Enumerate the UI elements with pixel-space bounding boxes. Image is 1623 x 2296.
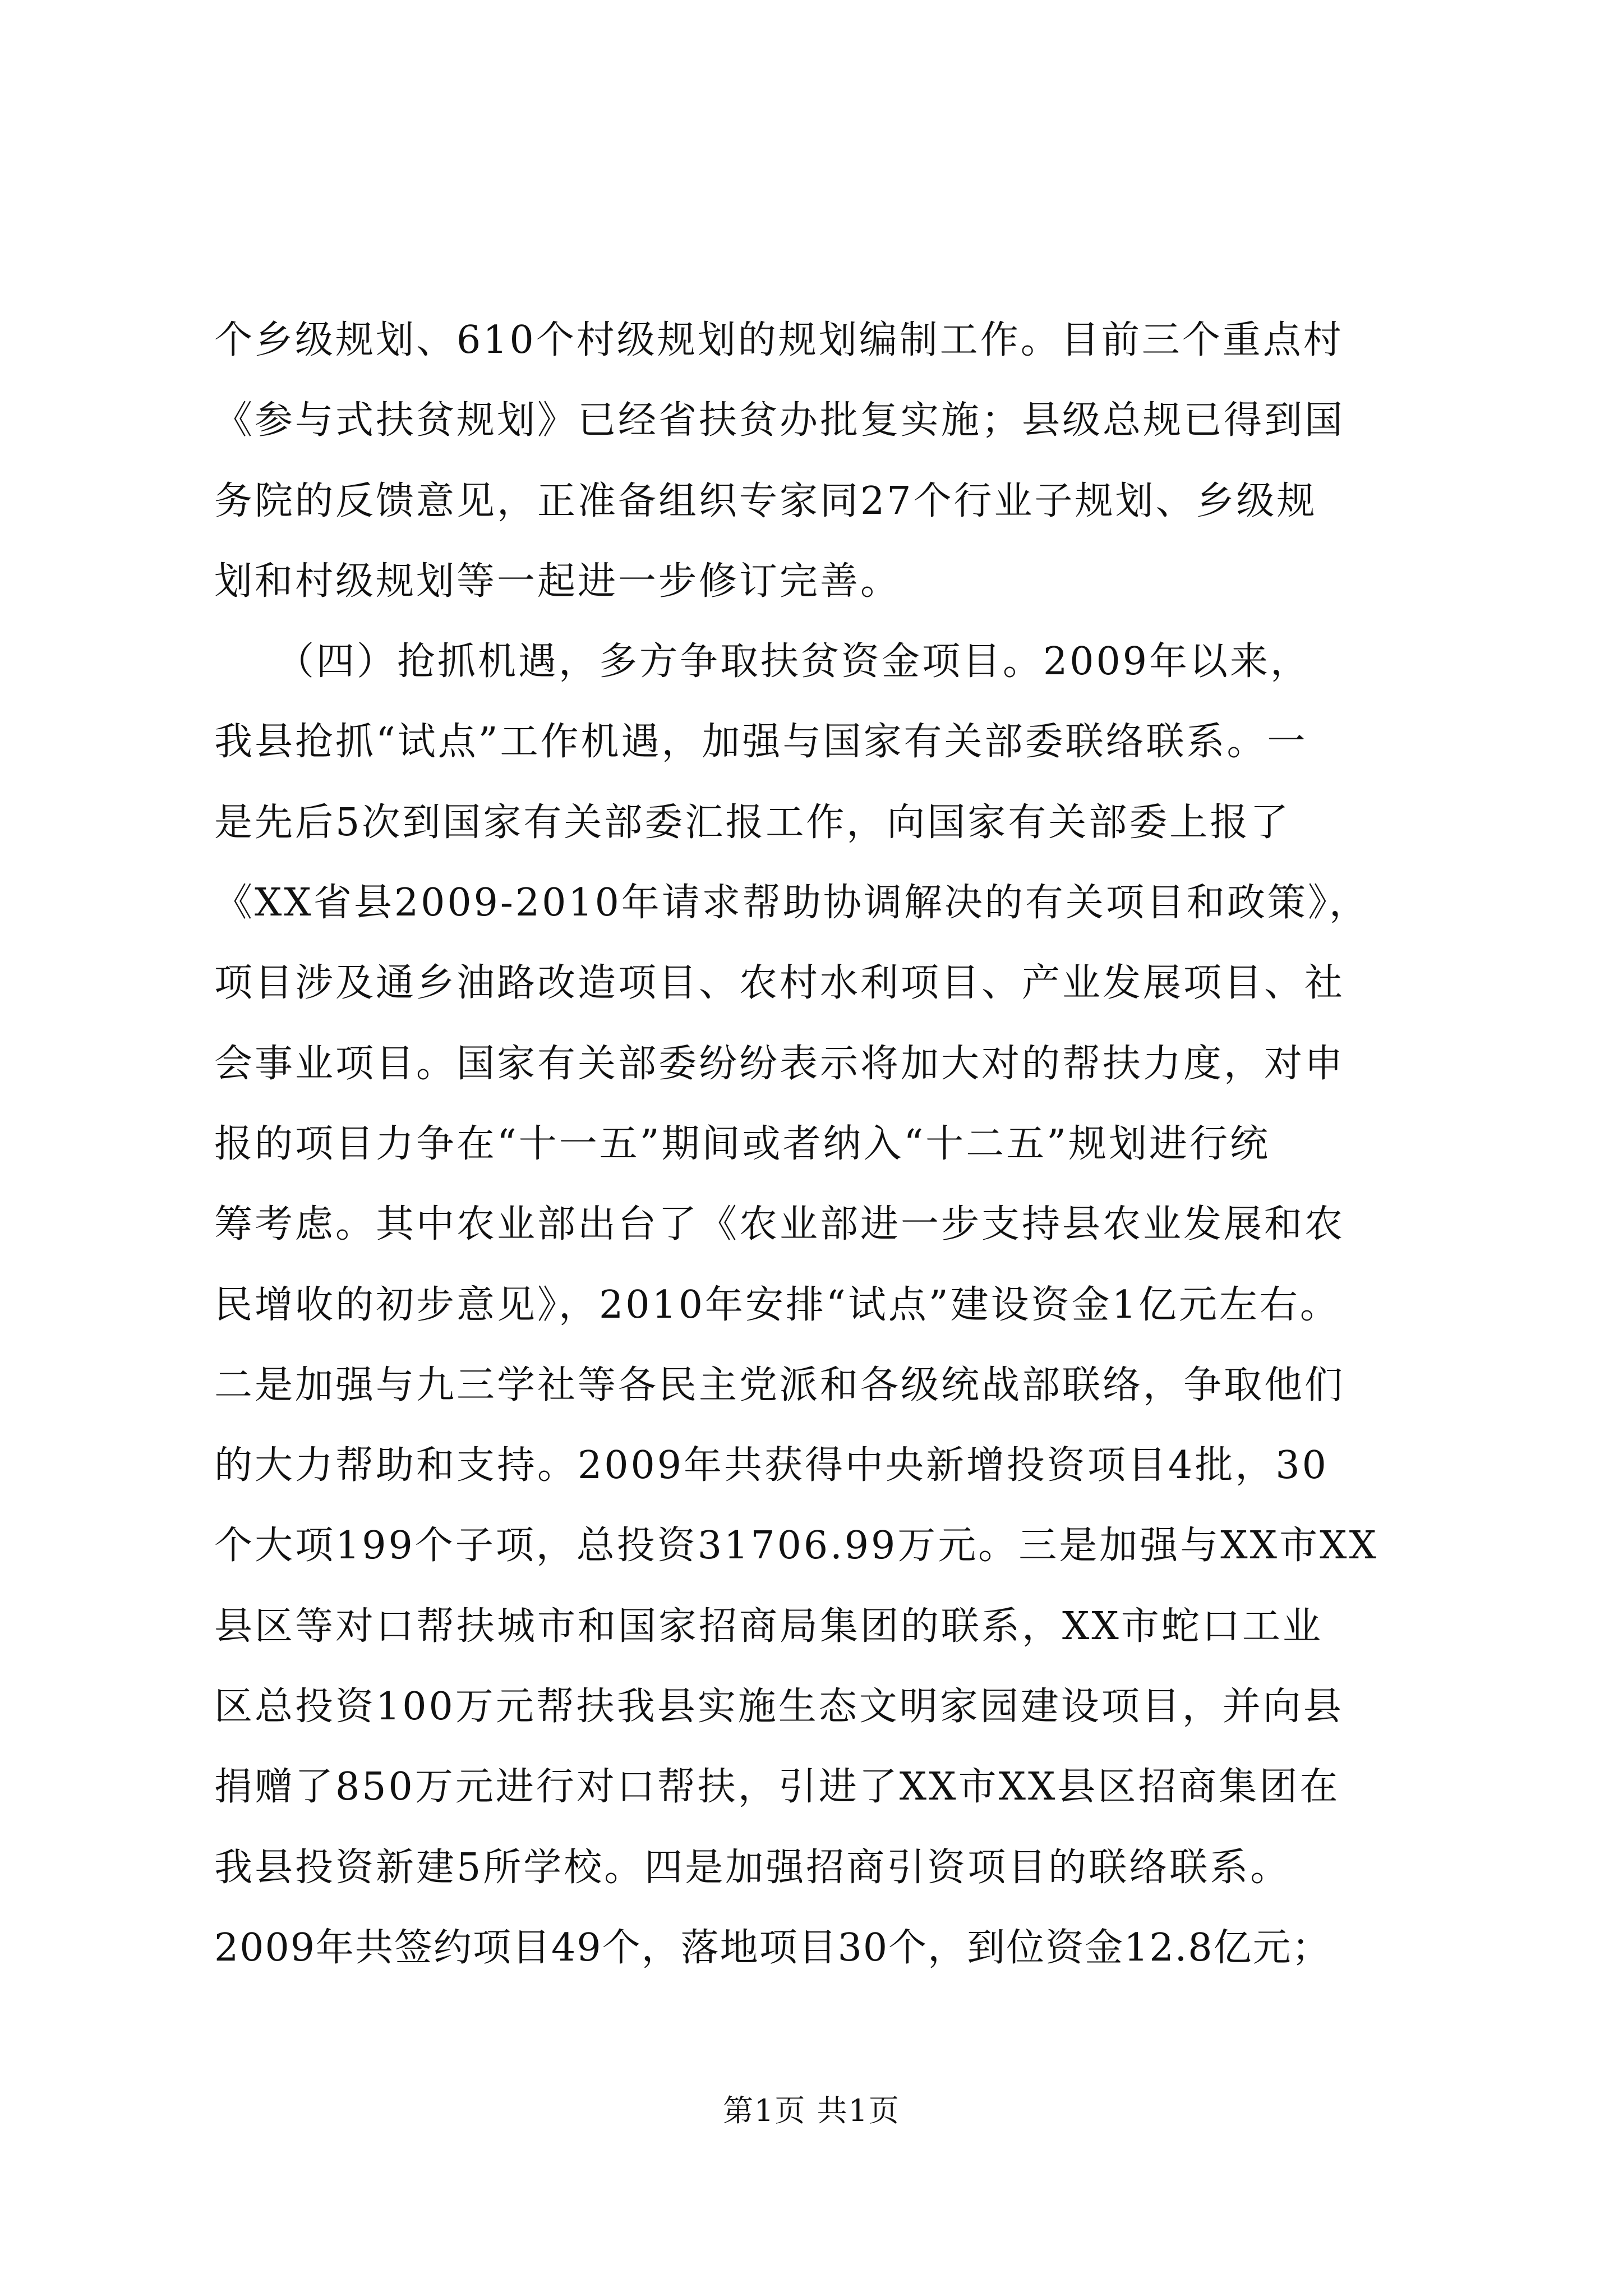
- text-line: 区总投资100万元帮扶我县实施生态文明家园建设项目，并向县: [214, 1685, 1344, 1729]
- text-line: 是先后5次到国家有关部委汇报工作，向国家有关部委上报了: [214, 800, 1291, 845]
- text-line: 划和村级规划等一起进一步修订完善。: [214, 559, 901, 604]
- text-line: 县区等对口帮扶城市和国家招商局集团的联系，XX市蛇口工业: [214, 1604, 1323, 1649]
- page-number-footer: 第1页 共1页: [723, 2093, 900, 2128]
- text-line: 的大力帮助和支持。2009年共获得中央新增投资项目4批，30: [214, 1443, 1329, 1488]
- text-line: 个乡级规划、610个村级规划的规划编制工作。目前三个重点村: [214, 318, 1344, 362]
- text-line: 报的项目力争在“十一五”期间或者纳入“十二五”规划进行统: [214, 1121, 1271, 1166]
- text-line: 筹考虑。其中农业部出台了《农业部进一步支持县农业发展和农: [214, 1202, 1345, 1247]
- text-line: 会事业项目。国家有关部委纷纷表示将加大对的帮扶力度，对申: [214, 1041, 1345, 1086]
- text-line: 务院的反馈意见，正准备组织专家同27个行业子规划、乡级规: [214, 478, 1317, 523]
- section-heading-line: （四）抢抓机遇，多方争取扶贫资金项目。2009年以来，: [214, 639, 1311, 684]
- text-line: 个大项199个子项，总投资31706.99万元。三是加强与XX市XX: [214, 1524, 1378, 1568]
- text-line: 我县投资新建5所学校。四是加强招商引资项目的联络联系。: [214, 1845, 1291, 1890]
- text-line: 民增收的初步意见》，2010年安排“试点”建设资金1亿元左右。: [214, 1282, 1340, 1327]
- text-line: 捐赠了850万元进行对口帮扶，引进了XX市XX县区招商集团在: [214, 1765, 1340, 1810]
- text-line: 《参与式扶贫规划》已经省扶贫办批复实施；县级总规已得到国: [214, 398, 1345, 443]
- document-body: [214, 300, 1414, 1988]
- text-line: 2009年共签约项目49个，落地项目30个，到位资金12.8亿元；: [214, 1925, 1331, 1970]
- text-line: 《XX省县2009-2010年请求帮助协调解决的有关项目和政策》，: [214, 881, 1370, 926]
- text-line: 二是加强与九三学社等各民主党派和各级统战部联络，争取他们: [214, 1363, 1345, 1407]
- text-line: 我县抢抓“试点”工作机遇，加强与国家有关部委联络联系。一: [214, 720, 1308, 765]
- text-line: 项目涉及通乡油路改造项目、农村水利项目、产业发展项目、社: [214, 961, 1345, 1006]
